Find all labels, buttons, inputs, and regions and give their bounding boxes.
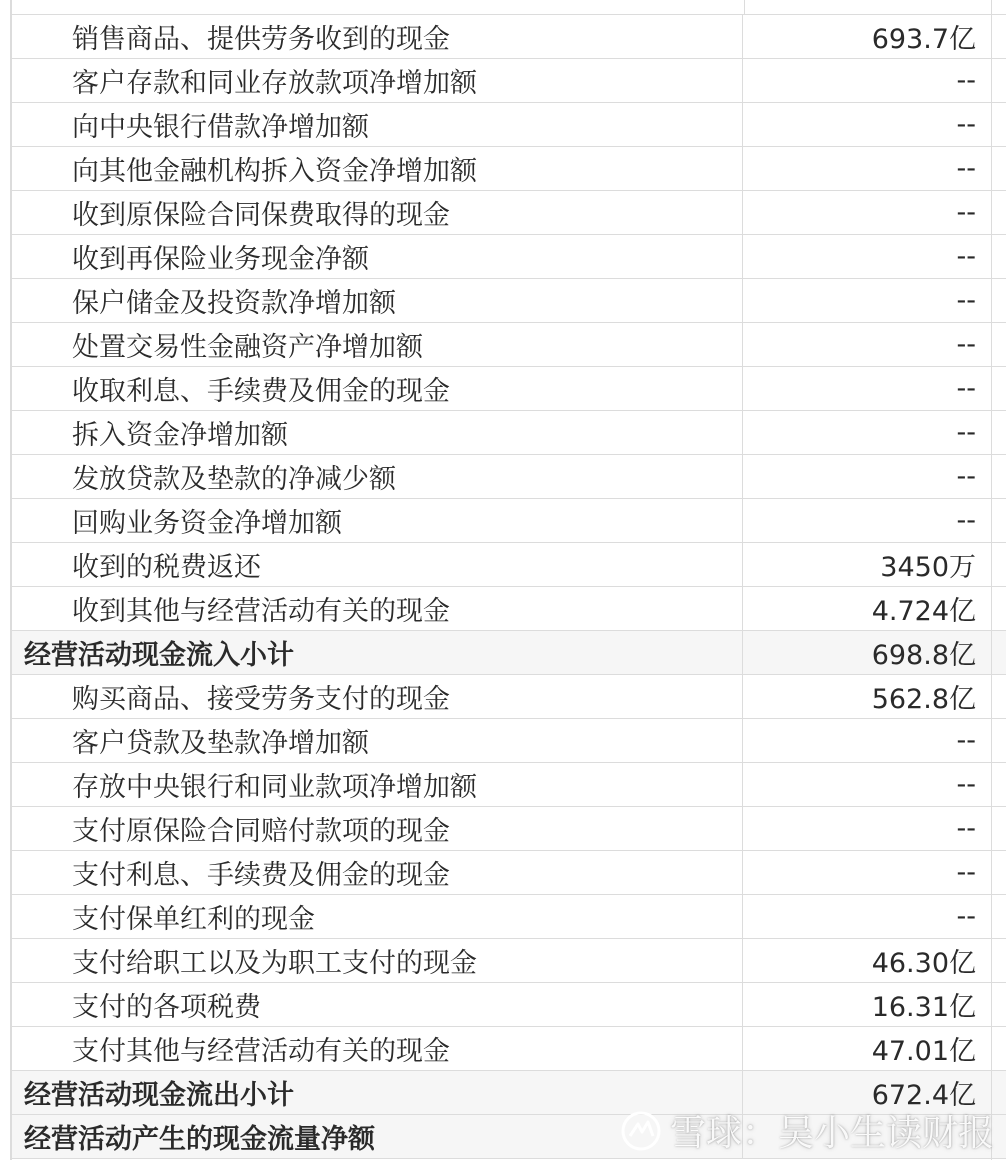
row-value: -- [956, 109, 976, 140]
row-label: 购买商品、接受劳务支付的现金 [12, 675, 743, 718]
row-label: 收到的税费返还 [12, 543, 743, 586]
row-value: -- [956, 901, 976, 932]
row-label: 回购业务资金净增加额 [12, 499, 743, 542]
subtotal-row [12, 631, 1006, 675]
row-label: 支付其他与经营活动有关的现金 [12, 1027, 743, 1070]
row-label: 收取利息、手续费及佣金的现金 [12, 367, 743, 410]
table-row [12, 411, 1006, 455]
row-value: -- [956, 461, 976, 492]
cash-flow-table [10, 0, 1006, 1160]
table-row [12, 235, 1006, 279]
table-row [12, 895, 1006, 939]
table-row [12, 455, 1006, 499]
row-label: 经营活动产生的现金流量净额 [12, 1115, 743, 1158]
table-row [12, 587, 1006, 631]
row-label: 经营活动现金流入小计 [12, 631, 743, 674]
row-label: 收到其他与经营活动有关的现金 [12, 587, 743, 630]
row-value: -- [956, 373, 976, 404]
row-label: 收到再保险业务现金净额 [12, 235, 743, 278]
row-label: 支付给职工以及为职工支付的现金 [12, 939, 743, 982]
row-value: -- [956, 241, 976, 272]
subtotal-row [12, 1115, 1006, 1159]
row-value: -- [956, 857, 976, 888]
row-label: 客户贷款及垫款净增加额 [12, 719, 743, 762]
row-label: 支付的各项税费 [12, 983, 743, 1026]
table-row [12, 543, 1006, 587]
row-value: -- [956, 65, 976, 96]
table-row [12, 15, 1006, 59]
row-value: -- [956, 417, 976, 448]
row-label: 支付原保险合同赔付款项的现金 [12, 807, 743, 850]
row-label: 销售商品、提供劳务收到的现金 [12, 15, 743, 58]
row-value: 698.8亿 [871, 640, 976, 671]
row-value: 46.30亿 [871, 948, 976, 979]
row-value: -- [956, 813, 976, 844]
table-row [12, 983, 1006, 1027]
table-row [12, 807, 1006, 851]
row-label: 处置交易性金融资产净增加额 [12, 323, 743, 366]
row-label: 收到原保险合同保费取得的现金 [12, 191, 743, 234]
row-label: 保户储金及投资款净增加额 [12, 279, 743, 322]
subtotal-row [12, 1071, 1006, 1115]
row-value: -- [956, 505, 976, 536]
row-value: 16.31亿 [871, 992, 976, 1023]
row-value: 693.7亿 [871, 24, 976, 55]
table-row [12, 499, 1006, 543]
table-row [12, 147, 1006, 191]
row-label: 支付保单红利的现金 [12, 895, 743, 938]
table-row [12, 719, 1006, 763]
row-value: -- [956, 153, 976, 184]
row-label: 存放中央银行和同业款项净增加额 [12, 763, 743, 806]
row-value: 3450万 [880, 552, 976, 583]
table-row [12, 59, 1006, 103]
table-body [12, 15, 1006, 1159]
table-row [12, 103, 1006, 147]
row-value: 47.01亿 [871, 1036, 976, 1067]
row-value: -- [956, 725, 976, 756]
row-value: -- [956, 285, 976, 316]
row-label: 向中央银行借款净增加额 [12, 103, 743, 146]
row-value: -- [956, 329, 976, 360]
table-row [12, 323, 1006, 367]
table-row [12, 763, 1006, 807]
table-row [12, 1027, 1006, 1071]
table-row [12, 367, 1006, 411]
row-label: 客户存款和同业存放款项净增加额 [12, 59, 743, 102]
table-row [12, 675, 1006, 719]
table-row [12, 191, 1006, 235]
row-label: 向其他金融机构拆入资金净增加额 [12, 147, 743, 190]
table-row [12, 279, 1006, 323]
row-value: 4.724亿 [871, 596, 976, 627]
row-value: 672.4亿 [871, 1080, 976, 1111]
table-top-edge [12, 0, 1006, 15]
row-value: 562.8亿 [871, 684, 976, 715]
row-value: -- [956, 769, 976, 800]
row-label: 拆入资金净增加额 [12, 411, 743, 454]
row-label: 经营活动现金流出小计 [12, 1071, 743, 1114]
watermark-text: 雪球：吴小生读财报 [669, 1113, 994, 1154]
row-label: 发放贷款及垫款的净减少额 [12, 455, 743, 498]
row-value: -- [956, 197, 976, 228]
row-label: 支付利息、手续费及佣金的现金 [12, 851, 743, 894]
table-row [12, 851, 1006, 895]
table-row [12, 939, 1006, 983]
row-value [743, 1115, 1006, 1158]
